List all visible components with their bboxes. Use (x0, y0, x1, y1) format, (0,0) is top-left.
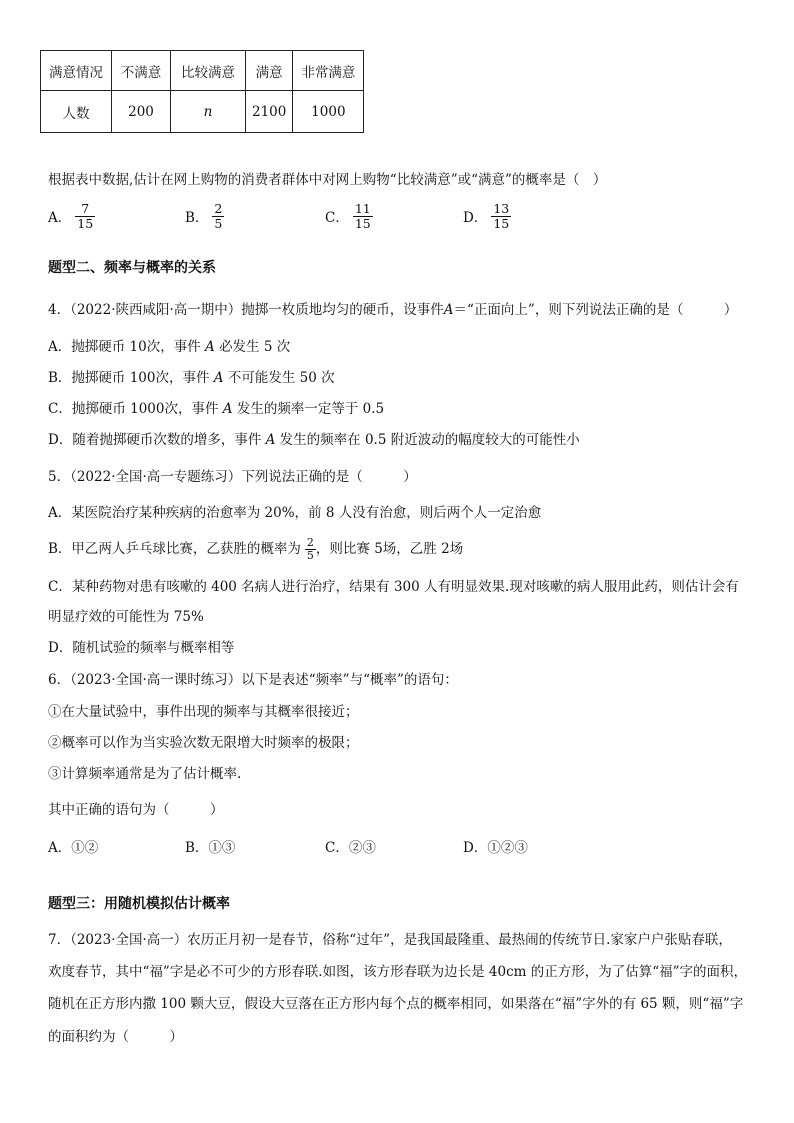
table-header-row (41, 51, 364, 91)
question-6-stem: 6．（2023·全国·高一课时练习）以下是表述“频率”与“概率”的语句： (48, 672, 458, 688)
question-5-stem: 5．（2022·全国·高一专题练习）下列说法正确的是（ ） (48, 469, 417, 485)
table-header-cell: 非常满意 (293, 51, 364, 91)
statement-3: ③计算频率通常是为了估计概率. (48, 766, 242, 782)
option-a: A．①② (48, 840, 99, 856)
option-c: C． $\frac{11}{15}$ (325, 200, 371, 231)
table-header-cell: 满意 (246, 51, 293, 91)
question-3-text: 根据表中数据,估计在网上购物的消费者群体中对网上购物“比较满意”或“满意”的概率是（ ） (48, 172, 607, 188)
option-b: B．①③ (185, 840, 236, 856)
question-7-line4: 的面积约为（ ） (48, 1029, 183, 1045)
fraction: $\frac{13}{15}$ (493, 200, 510, 231)
question-5-option-c-line1: C．某种药物对患有咳嗽的 400 名病人进行治疗，结果有 300 人有明显效果.现对咳嗽的病人服用此药，则估计会有 (48, 579, 739, 595)
question-4-option-c: C．抛掷硬币 1000次，事件 A 发生的频率一定等于 0.5 (48, 401, 385, 417)
question-4-option-d: D．随着抛掷硬币次数的增多，事件 A 发生的频率在 0.5 附近波动的幅度较大的可能性小 (48, 432, 580, 448)
table-cell: n (171, 91, 246, 133)
question-5-option-b: B．甲乙两人乒乓球比赛，乙获胜的概率为 $\frac{2}{5}$ ，则比赛 5场，乙胜 2场 (48, 535, 464, 562)
fraction: $\frac{2}{5}$ (214, 200, 223, 231)
question-5-option-c-line2: 明显疗效的可能性为 75% (48, 609, 204, 625)
question-4-stem: 4．（2022·陕西咸阳·高一期中）抛掷一枚质地均匀的硬币，设事件A＝“正面向上”，则下列说法正确的是（ ） (48, 302, 738, 318)
table-cell: 2100 (246, 91, 293, 133)
option-c: C．②③ (325, 840, 376, 856)
table-row (41, 91, 364, 133)
section-heading-2: 题型二、频率与概率的关系 (48, 260, 216, 276)
table-cell: 人数 (41, 91, 112, 133)
table-header-cell: 比较满意 (171, 51, 246, 91)
question-3-options (48, 199, 748, 233)
satisfaction-table (40, 50, 364, 133)
question-4-option-b: B．抛掷硬币 100次，事件 A 不可能发生 50 次 (48, 370, 335, 386)
section-heading-3: 题型三：用随机模拟估计概率 (48, 896, 230, 912)
statement-2: ②概率可以作为当实验次数无限增大时频率的极限； (48, 735, 359, 751)
option-d: D． $\frac{13}{15}$ (463, 200, 510, 231)
option-a: A． $\frac{7}{15}$ (48, 200, 94, 231)
table-header-cell: 满意情况 (41, 51, 112, 91)
question-7-line2: 欢度春节，其中“福”字是必不可少的方形春联.如图，该方形春联为边长是 40cm 的正方形，为了估算“福”字的面积， (48, 964, 748, 980)
question-5-option-d: D．随机试验的频率与概率相等 (48, 640, 235, 656)
option-d: D．①②③ (463, 840, 528, 856)
table-cell: 200 (112, 91, 171, 133)
question-6-options (48, 829, 748, 863)
fraction: $\frac{2}{5}$ (306, 535, 314, 562)
table-cell: 1000 (293, 91, 364, 133)
question-4-option-a: A．抛掷硬币 10次，事件 A 必发生 5 次 (48, 339, 291, 355)
question-5-option-a: A．某医院治疗某种疾病的治愈率为 20%，前 8 人没有治愈，则后两个人一定治愈 (48, 505, 542, 521)
question-7-line1: 7．（2023·全国·高一）农历正月初一是春节，俗称“过年”，是我国最隆重、最热闹的传统节日.家家户户张贴春联， (48, 932, 732, 948)
question-7-line3: 随机在正方形内撒 100 颗大豆，假设大豆落在正方形内每个点的概率相同，如果落在“福”字外的有 65 颗，则“福”字 (48, 996, 744, 1012)
fraction: $\frac{7}{15}$ (77, 200, 94, 231)
question-6-ask: 其中正确的语句为（ ） (48, 802, 224, 818)
statement-1: ①在大量试验中，事件出现的频率与其概率很接近； (48, 704, 359, 720)
fraction: $\frac{11}{15}$ (354, 200, 371, 231)
table-header-cell: 不满意 (112, 51, 171, 91)
option-b: B． $\frac{2}{5}$ (185, 200, 223, 231)
